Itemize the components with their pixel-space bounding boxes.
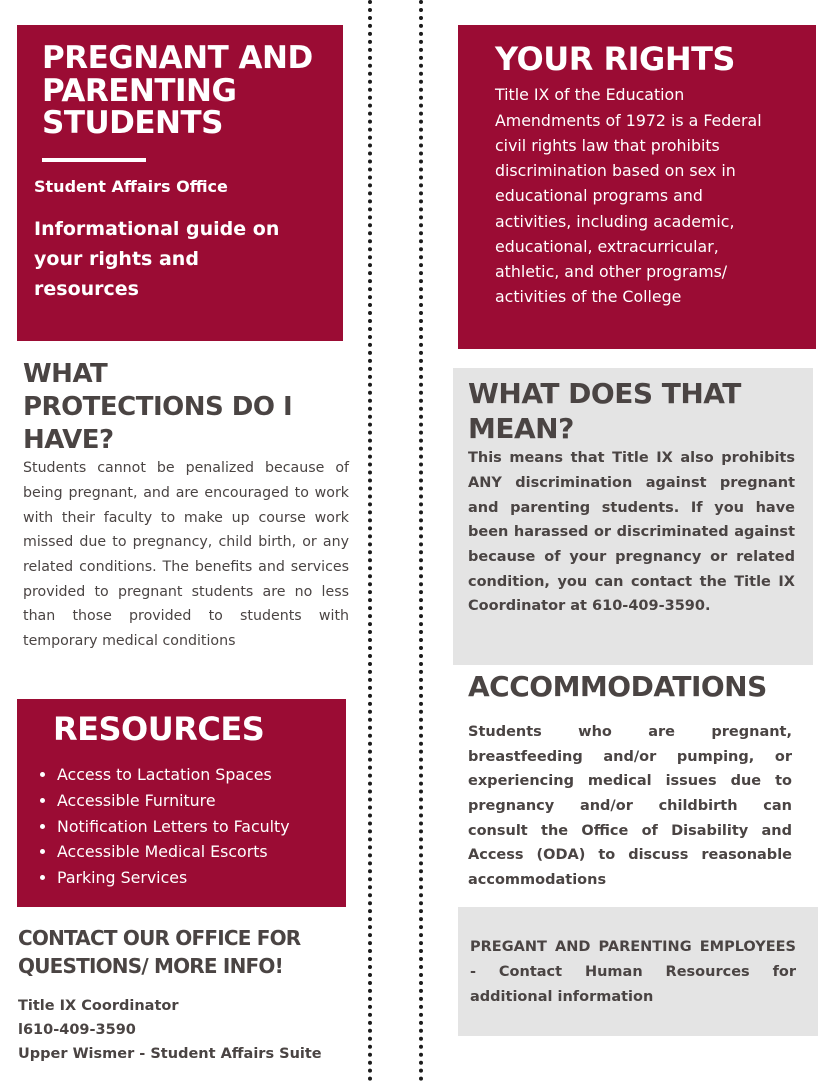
protections-heading: WHAT PROTECTIONS DO I HAVE?	[23, 359, 293, 455]
meaning-heading: WHAT DOES THAT MEAN?	[468, 377, 741, 445]
protections-body: Students cannot be penalized because of being pregnant, and are encouraged to work with their faculty to make up course work missed due to pregnancy, child birth, or any related conditions. The benefits and services provided to pregnant students are no less than those provided to students with temporary medical conditions	[23, 460, 349, 650]
resource-item: • Accessible Medical Escorts	[57, 839, 336, 865]
contact-location: Upper Wismer - Student Affairs Suite	[18, 1046, 322, 1063]
contact-phone: l610-409-3590	[18, 1022, 136, 1039]
employees-panel	[458, 907, 818, 1036]
meaning-body: This means that Title IX also prohibits ANY discrimination against pregnant and parenting students. If you have been harassed or discriminated against because of your pregnancy or related condition, you can contact the Title IX Coordinator at 610-409-3590.	[468, 450, 795, 615]
employees-body: PREGANT AND PARENTING EMPLOYEES - Contact Human Resources for additional information	[470, 939, 796, 1005]
rights-body: Title IX of the Education Amendments of 1972 is a Federal civil rights law that prohibits discrimination based on sex in educational programs and activities, including academic, educational, extracurricular, athletic, and other programs/ activities of the College	[495, 85, 762, 307]
hero-title: PREGNANT AND PARENTING STUDENTS	[42, 40, 313, 142]
accommodations-body: Students who are pregnant, breastfeeding and/or pumping, or experiencing medical issues due to pregnancy and/or childbirth can consult the Office of Disability and Access (ODA) to discuss reasonable accommodations	[468, 724, 792, 888]
hero-tagline: Informational guide on your rights and resources	[34, 217, 280, 301]
hero-panel	[17, 25, 343, 341]
resources-heading: RESOURCES	[53, 710, 265, 748]
contact-heading: CONTACT OUR OFFICE FOR QUESTIONS/ MORE INFO!	[18, 926, 301, 978]
dotted-divider-left	[368, 0, 372, 1082]
accommodations-heading: ACCOMMODATIONS	[468, 670, 767, 703]
rights-panel	[458, 25, 816, 349]
dotted-divider-right	[419, 0, 423, 1082]
resources-list	[35, 762, 336, 891]
hero-office: Student Affairs Office	[34, 176, 228, 196]
hero-divider	[42, 158, 146, 162]
meaning-panel	[453, 368, 813, 665]
contact-lines	[18, 994, 358, 1066]
contact-title: Title IX Coordinator	[18, 998, 179, 1015]
accommodations-section	[468, 672, 792, 893]
resources-panel	[17, 699, 346, 907]
protections-section	[23, 358, 349, 654]
resource-item: • Notification Letters to Faculty	[57, 814, 336, 840]
resource-item: • Accessible Furniture	[57, 788, 336, 814]
resource-item: • Access to Lactation Spaces	[57, 762, 336, 788]
rights-heading: YOUR RIGHTS	[495, 40, 735, 78]
resource-item: • Parking Services	[57, 865, 336, 891]
contact-section	[18, 925, 358, 1066]
